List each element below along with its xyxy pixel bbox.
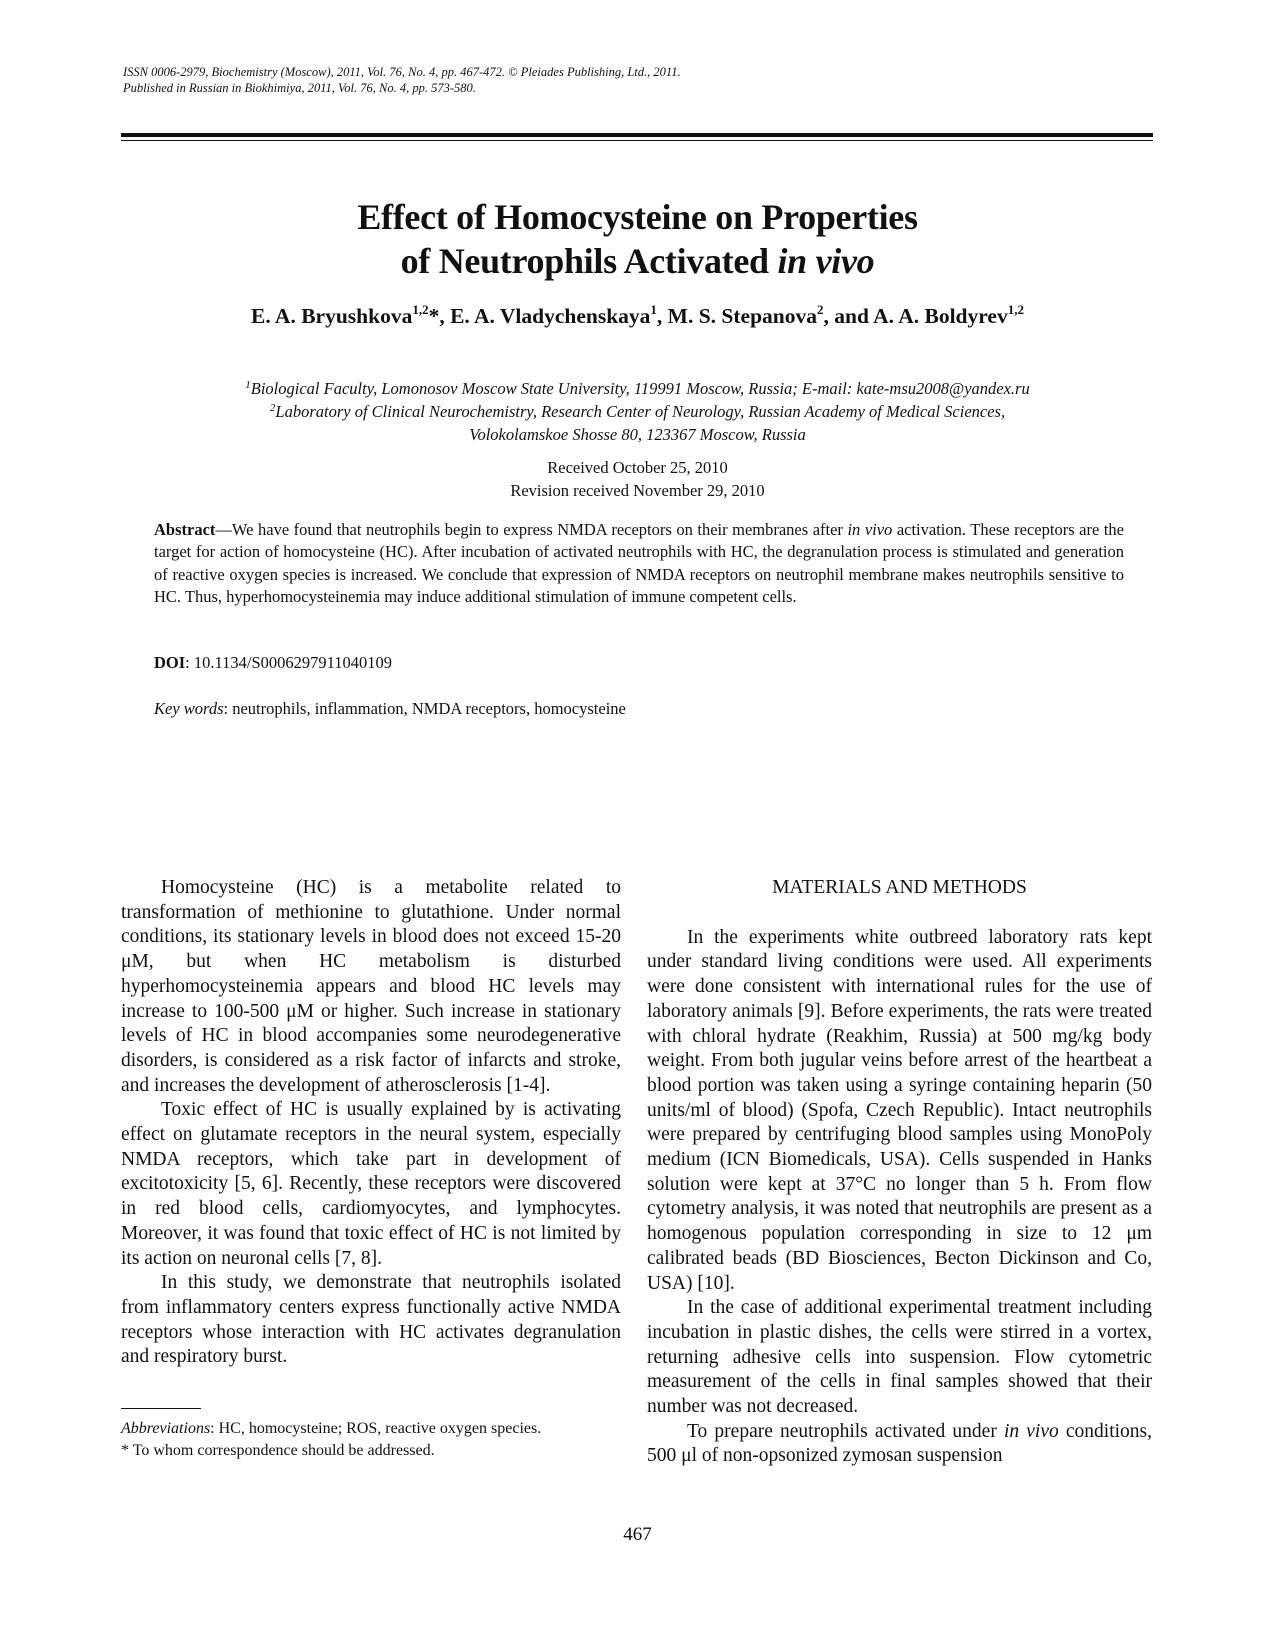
- methods-paragraph-3-rest: conditions, 500 μl of non-opsonized zymosan suspension: [647, 1420, 1153, 1467]
- corresponding-author-mark: *: [428, 304, 440, 328]
- abbreviations-label: Abbreviations: [121, 1420, 211, 1437]
- abbreviations-footnote: [121, 1418, 615, 1440]
- title-line-1: Effect of Homocysteine on Properties: [357, 197, 918, 237]
- author-separator: , and: [823, 304, 874, 328]
- abstract-italic-in-vivo: in vivo: [847, 520, 893, 539]
- author-affiliation-sup: 1,2: [1007, 302, 1024, 317]
- methods-paragraph-1: In the experiments white outbreed laboratory rats kept under standard living conditions were used. All experiments were done consistent with international rules for the use of laboratory animals [9]. Before experiments, the rats were treated with chloral hydrate (Reakhim, Russia) at 500 mg/kg body weight. From both jugular veins before arrest of the heartbeat a blood portion was taken using a syringe containing heparin (50 units/ml of blood) (Spofa, Czech Republic). Intact neutrophils were prepared by centrifuging blood samples using MonoPoly medium (ICN Biomedicals, USA). Cells suspended in Hanks solution were kept at 37°C no longer than 5 h. From flow cytometry analysis, it was noted that neutrophils are present as a homogenous population corresponding in size to 12 μm calibrated beads (BD Biosciences, Becton Dickinson and Co, USA) [10].: [647, 926, 1152, 1294]
- author-name: M. S. Stepanova: [667, 304, 817, 328]
- article-dates: [0, 456, 1275, 502]
- title-line-2-text: of Neutrophils Activated: [400, 241, 778, 281]
- abstract: [154, 519, 1124, 608]
- abstract-text-1: We have found that neutrophils begin to express NMDA receptors on their membranes after: [231, 520, 848, 539]
- affiliation-2-text: Laboratory of Clinical Neurochemistry, Research Center of Neurology, Russian Academy of Medical Sciences,: [275, 402, 1006, 421]
- keywords-value: : neutrophils, inflammation, NMDA receptors, homocysteine: [223, 699, 626, 718]
- right-column: [647, 876, 1152, 1469]
- page-number: 467: [623, 1524, 652, 1545]
- abstract-text-2: activation. These receptors are the target for action of homocysteine (HC). After incubation of activated neutrophils with HC, the degranulation process is stimulated and generation of reactive oxygen species is increased. We conclude that expression of NMDA receptors on neutrophil membrane makes neutrophils sensitive to HC. Thus, hyperhomocysteinemia may induce additional stimulation of immune competent cells.: [154, 520, 1124, 606]
- author-separator: ,: [439, 304, 451, 328]
- methods-italic-in-vivo: in vivo: [1003, 1420, 1059, 1442]
- affiliation-1-text: Biological Faculty, Lomonosov Moscow State University, 119991 Moscow, Russia; E-mail: kate-msu2008@yandex.ru: [250, 379, 1030, 398]
- abbreviations-text: : HC, homocysteine; ROS, reactive oxygen species.: [210, 1420, 542, 1437]
- affiliation-2-address: Volokolamskoe Shosse 80, 123367 Moscow, Russia: [469, 425, 806, 444]
- author-name: A. A. Boldyrev: [873, 304, 1008, 328]
- footnote-rule: [121, 1408, 201, 1409]
- affiliation-2: [0, 400, 1275, 423]
- journal-citation-line: ISSN 0006-2979, Biochemistry (Moscow), 2011, Vol. 76, No. 4, pp. 467-472. © Pleiades Publishing, Ltd., 2011.: [123, 65, 681, 79]
- correspondence-footnote: * To whom correspondence should be addressed.: [121, 1442, 435, 1459]
- doi-label: DOI: [154, 653, 186, 672]
- methods-paragraph-3-prefix: To prepare neutrophils activated under: [687, 1420, 1004, 1442]
- intro-paragraph-2: Toxic effect of HC is usually explained by is activating effect on glutamate receptors in the neural system, especially NMDA receptors, which take part in development of excitotoxicity [5, 6]. Recently, these receptors were discovered in red blood cells, cardiomyocytes, and lymphocytes. Moreover, it was found that toxic effect of HC is not limited by its action on neuronal cells [7, 8].: [121, 1099, 621, 1269]
- author-name: E. A. Vladychenskaya: [450, 304, 651, 328]
- title-italic-in-vivo: in vivo: [777, 241, 875, 281]
- section-heading-materials-methods: MATERIALS AND METHODS: [772, 877, 1027, 898]
- header-rule-thin: [121, 140, 1153, 141]
- methods-paragraph-3: [647, 1420, 1152, 1469]
- author-affiliation-sup: 2: [817, 302, 824, 317]
- doi-value: : 10.1134/S0006297911040109: [185, 653, 393, 672]
- header-rule-thick: [121, 133, 1153, 137]
- intro-paragraph-3: In this study, we demonstrate that neutrophils isolated from inflammatory centers express functionally active NMDA receptors whose interaction with HC activates degranulation and respiratory burst.: [121, 1272, 621, 1368]
- article-title: [0, 195, 1275, 283]
- abstract-label: Abstract: [154, 520, 216, 539]
- russian-edition-line: Published in Russian in Biokhimiya, 2011, Vol. 76, No. 4, pp. 573-580.: [123, 81, 476, 95]
- intro-paragraph-1: Homocysteine (HC) is a metabolite related to transformation of methionine to glutathione. Under normal conditions, its stationary levels in blood does not exceed 15-20 μM, but when HC metabolism is disturbed hyperhomocysteinemia appears and blood HC levels may increase to 100-500 μM or higher. Such increase in stationary levels of HC in blood accompanies some neurodegenerative disorders, is considered as a risk factor of infarcts and stroke, and increases the development of atherosclerosis [1-4].: [121, 877, 621, 1096]
- affiliation-1: [0, 377, 1275, 400]
- journal-header: [123, 64, 1153, 96]
- affiliation-2-sup: 2: [269, 402, 276, 414]
- affiliation-1-sup: 1: [245, 379, 251, 391]
- methods-paragraph-2: In the case of additional experimental treatment including incubation in plastic dishes, the cells were stirred in a vortex, returning adhesive cells into suspension. Flow cytometric measurement of the cells in final samples showed that their number was not decreased.: [647, 1297, 1152, 1418]
- title-line-2: [0, 239, 1275, 283]
- author-list: [0, 302, 1275, 330]
- author-affiliation-sup: 1,2: [412, 302, 429, 317]
- revision-date: Revision received November 29, 2010: [510, 481, 765, 500]
- affiliations: [0, 377, 1275, 446]
- section-gap: [647, 901, 1152, 926]
- author-name: E. A. Bryushkova: [251, 304, 413, 328]
- author-separator: ,: [656, 304, 668, 328]
- keywords-label: Key words: [154, 699, 224, 718]
- author-affiliation-sup: 1: [650, 302, 657, 317]
- left-column: [121, 876, 621, 1370]
- received-date: Received October 25, 2010: [547, 458, 728, 477]
- abstract-dash: —: [215, 520, 232, 539]
- footnotes: [121, 1418, 615, 1462]
- keywords: [154, 698, 626, 720]
- doi: [154, 652, 392, 674]
